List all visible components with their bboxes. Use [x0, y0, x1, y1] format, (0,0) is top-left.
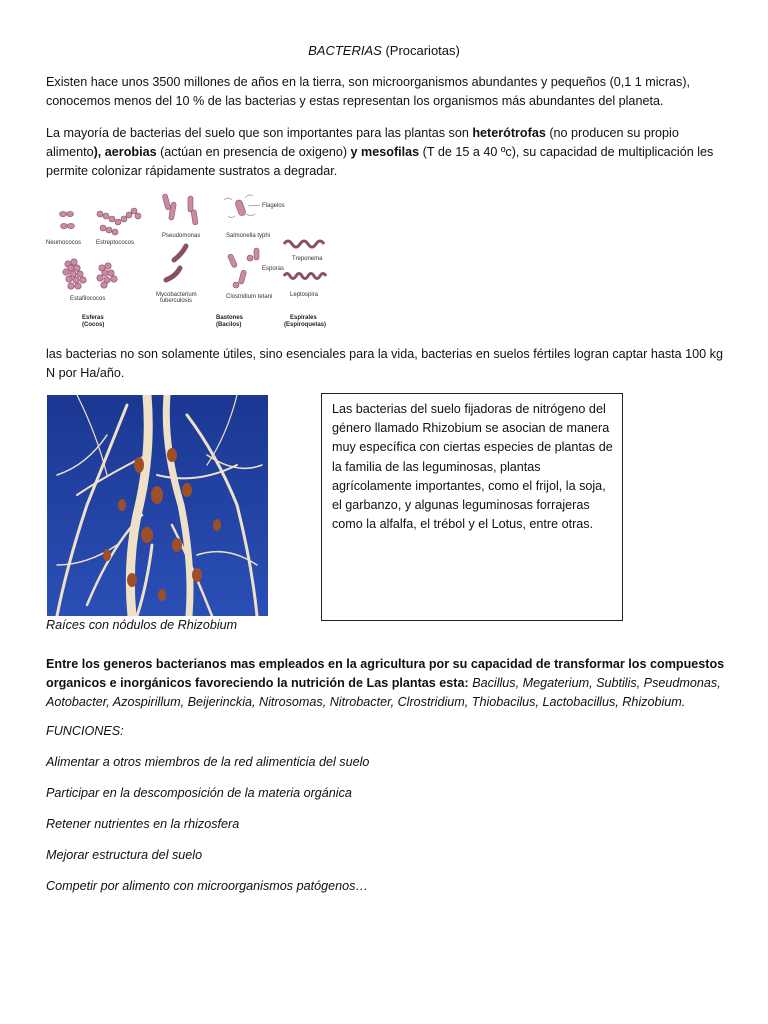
p4-genera-list: Bacillus, Megaterium, Subtilis, Pseudmonas, Aotobacter, Azospirillum, Beijerinckia, Nitrosomas, Nitrobacter, Clrostridium, Thiobacilus, Lactobacillus, Rhizobium.	[46, 676, 721, 709]
label-esferas: Esferas	[82, 315, 104, 321]
label-leptospira: Leptospira	[290, 292, 319, 298]
label-espirales: Espirales	[290, 315, 317, 321]
paragraph-genera	[46, 655, 726, 712]
paragraph-soil-bacteria	[46, 124, 726, 181]
funcion-item: Alimentar a otros miembros de la red alimenticia del suelo	[46, 755, 370, 769]
funcion-item: Mejorar estructura del suelo	[46, 848, 203, 862]
p2-bold-heterotrofas: heterótrofas	[472, 126, 546, 140]
label-mycobacterium-1: Mycobacterium	[156, 292, 197, 298]
label-clostridium: Clostridium tetani	[226, 294, 273, 300]
label-estafilococos: Estafilococos	[70, 296, 106, 302]
label-salmonella: Salmonella typhi	[226, 233, 271, 239]
label-bacilos: (Bacilos)	[216, 322, 242, 328]
p2-bold-aerobias: ), aerobias	[93, 145, 157, 159]
paragraph-essential: las bacterias no son solamente útiles, sino esenciales para la vida, bacterias en suelos fértiles logran captar hasta 100 kg N por Ha/año.	[46, 347, 723, 380]
paragraph-intro: Existen hace unos 3500 millones de años en la tierra, son microorganismos abundantes y pequeños (0,1 1 micras), conocemos menos del 10 % de las bacterias y estas representan los organismos más abundantes del planeta.	[46, 75, 691, 108]
label-treponema: Treponema	[292, 256, 323, 262]
label-espiroquetas: (Espiroquetas)	[284, 322, 327, 328]
funcion-item: Participar en la descomposición de la materia orgánica	[46, 786, 352, 800]
bacteria-shapes-diagram	[40, 188, 340, 333]
p2-text-e: (actúan en presencia de oxigeno)	[156, 145, 351, 159]
label-esporas: Esporas	[262, 266, 285, 272]
p2-text-g: (T de 15 a 40 ºc), su capacidad de multiplicación les permite colonizar rápidamente sustratos a degradar.	[46, 145, 714, 178]
p4-bold-text: Entre los generos bacterianos mas empleados en la agricultura por su capacidad de transformar los compuestos organicos e inorgánicos favoreciendo la nutrición de Las plantas esta:	[46, 657, 725, 690]
photo-caption: Raíces con nódulos de Rhizobium	[46, 618, 238, 632]
label-cocos: (Cocos)	[82, 322, 105, 328]
label-flagelos: Flagelos	[262, 203, 285, 209]
page-title	[0, 43, 768, 58]
rhizobium-roots-photo	[47, 395, 268, 616]
funcion-item: Retener nutrientes en la rhizosfera	[46, 817, 240, 831]
p2-text-a: La mayoría de bacterias del suelo que son importantes para las plantas son	[46, 126, 473, 140]
label-mycobacterium-2: tuberculosis	[160, 298, 193, 304]
rhizobium-info-box: Las bacterias del suelo fijadoras de nitrógeno del género llamado Rhizobium se asocian de manera muy específica con ciertas especies de plantas de la familia de las leguminosas, plantas agrícolamente importantes, como el frijol, la soja, el garbanzo, y algunas leguminosas forrajeras como la alfalfa, el trébol y el Lotus, entre otras.	[321, 393, 623, 621]
funciones-heading: FUNCIONES:	[46, 724, 124, 738]
label-pseudomonas: Pseudomonas	[162, 233, 201, 239]
label-bastones: Bastones	[216, 315, 244, 321]
label-neumococos: Neumococos	[46, 240, 82, 246]
p2-text-c: (no producen su propio alimento	[46, 126, 679, 159]
title-main: BACTERIAS	[308, 43, 382, 58]
p2-bold-mesofilas: y mesofilas	[350, 145, 420, 159]
funcion-item: Competir por alimento con microorganismos patógenos…	[46, 879, 368, 893]
label-estreptococos: Estreptococos	[96, 240, 135, 246]
title-sub: (Procariotas)	[381, 43, 460, 58]
